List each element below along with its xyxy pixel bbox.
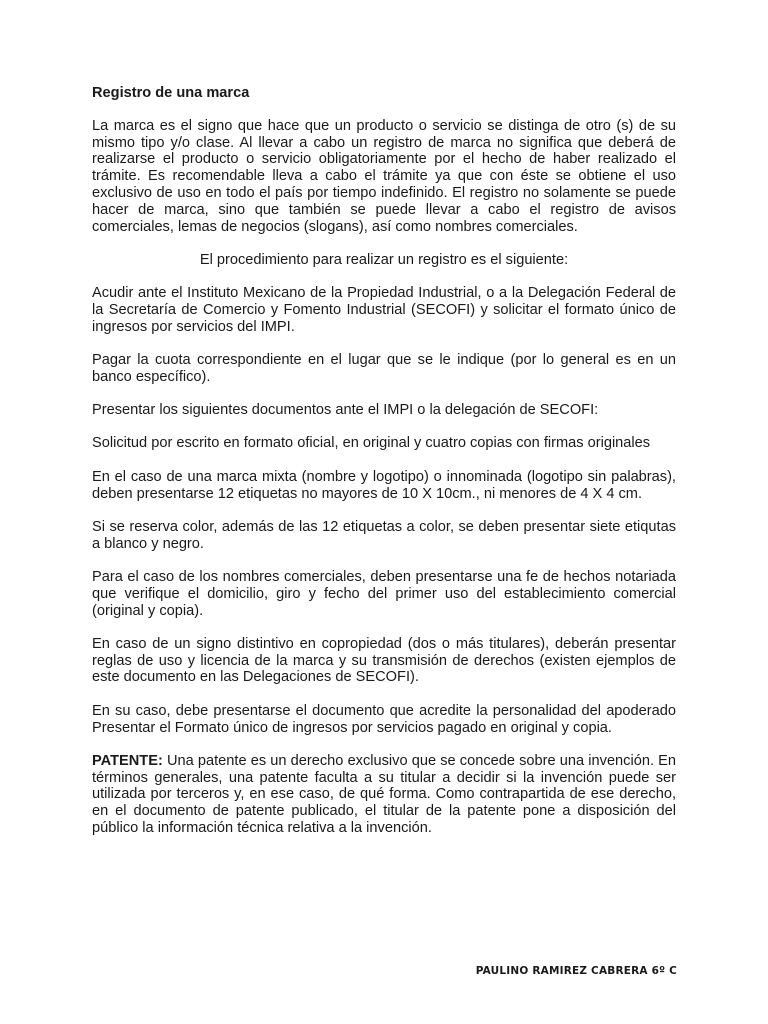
step-paragraph: Si se reserva color, además de las 12 etiquetas a color, se deben presentar siete etiqutas a blanco y negro.: [92, 518, 676, 552]
footer-author: PAULINO RAMIREZ CABRERA 6º C: [475, 965, 677, 977]
procedure-heading: El procedimiento para realizar un registro es el siguiente:: [199, 251, 569, 268]
document-title: Registro de una marca: [92, 85, 250, 101]
patent-text: Una patente es un derecho exclusivo que se concede sobre una invención. En términos generales, una patente faculta a su titular a decidir si la invención puede ser utilizada por terceros y, en ese caso, de qué forma. Como contrapartida de ese derecho, en el documento de patente publicado, el titular de la patente pone a disposición del público la información técnica relativa a la invención.: [92, 752, 676, 836]
step-paragraph: Solicitud por escrito en formato oficial, en original y cuatro copias con firmas originales: [92, 435, 651, 452]
patent-label: PATENTE:: [92, 752, 163, 769]
document-page: [92, 85, 676, 853]
step-paragraph: Presentar los siguientes documentos ante el IMPI o la delegación de SECOFI:: [92, 402, 599, 419]
step-paragraph: Para el caso de los nombres comerciales, deben presentarse una fe de hechos notariada que verifique el domicilio, giro y fecho del primer uso del establecimiento comercial (original y copia).: [92, 568, 676, 619]
step-paragraph: En el caso de una marca mixta (nombre y logotipo) o innominada (logotipo sin palabras), deben presentarse 12 etiquetas no mayores de 10 X 10cm., ni menores de 4 X 4 cm.: [92, 468, 676, 502]
intro-paragraph: La marca es el signo que hace que un producto o servicio se distinga de otro (s) de su mismo tipo y/o clase. Al llevar a cabo un registro de marca no significa que deberá de realizarse el producto o servicio obligatoriamente por el hecho de haber realizado el trámite. Es recomendable lleva a cabo el trámite ya que con éste se obtiene el uso exclusivo de uso en todo el país por tiempo indefinido. El registro no solamente se puede hacer de marca, sino que también se puede llevar a cabo el registro de avisos comerciales, lemas de negocios (slogans), así como nombres comerciales.: [92, 117, 676, 235]
patent-paragraph: [92, 753, 676, 837]
step-paragraph: En su caso, debe presentarse el documento que acredite la personalidad del apoderado Presentar el Formato único de ingresos por servicios pagado en original y copia.: [92, 702, 676, 736]
step-paragraph: En caso de un signo distintivo en copropiedad (dos o más titulares), deberán presentar reglas de uso y licencia de la marca y su transmisión de derechos (existen ejemplos de este documento en las Delegaciones de SECOFI).: [92, 635, 676, 686]
step-paragraph: Acudir ante el Instituto Mexicano de la Propiedad Industrial, o a la Delegación Federal de la Secretaría de Comercio y Fomento Industrial (SECOFI) y solicitar el formato único de ingresos por servicios del IMPI.: [92, 285, 676, 335]
step-paragraph: Pagar la cuota correspondiente en el lugar que se le indique (por lo general es en un banco específico).: [92, 352, 676, 385]
